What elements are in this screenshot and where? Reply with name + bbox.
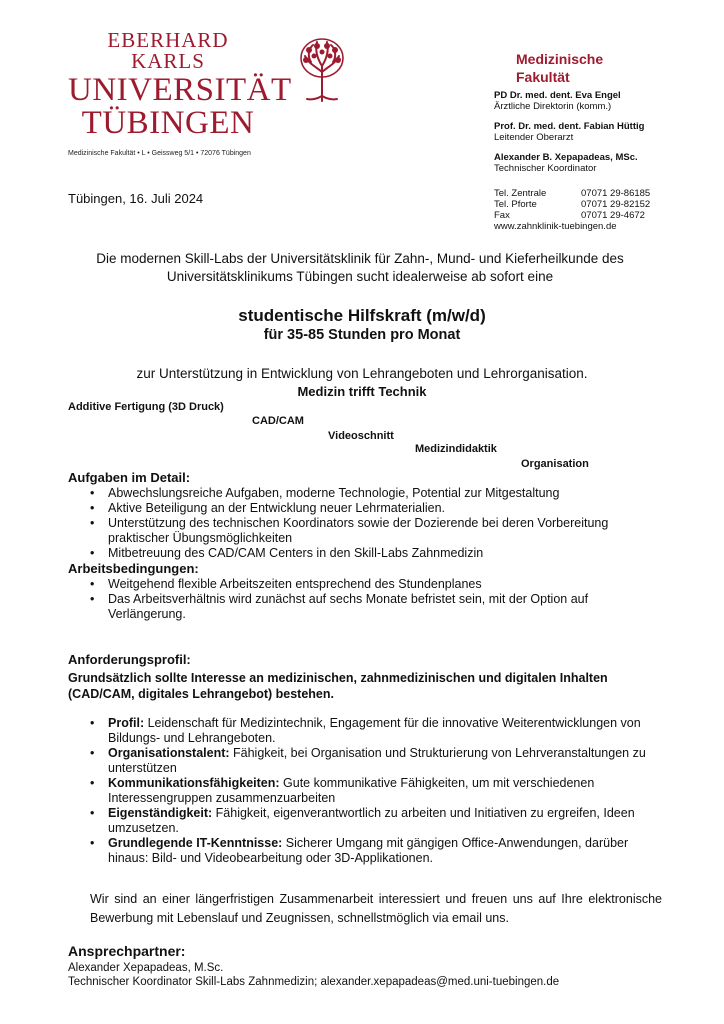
keyword: Videoschnitt: [328, 430, 394, 442]
phone-label: Tel. Pforte: [494, 199, 537, 210]
phone-label: Fax: [494, 210, 510, 221]
keyword: Medizindidaktik: [415, 443, 497, 455]
list-item: [86, 806, 666, 836]
tree-logo-icon: [297, 36, 347, 102]
list-item: • Das Arbeitsverhältnis wird zunächst auf sechs Monate befristet sein, mit der Option auf Verlängerung.: [86, 592, 646, 622]
requirement-text: Sicherer Umgang mit gängigen Office-Anwendungen, darüber hinaus: Bild- und Videobearbeitung oder 3D-Applikationen.: [108, 836, 629, 865]
phone-label: Tel. Zentrale: [494, 188, 547, 199]
list-item: • Aktive Beteiligung an der Entwicklung neuer Lehrmaterialien.: [86, 501, 666, 516]
tasks-heading: Aufgaben im Detail:: [68, 470, 191, 485]
tasks-list: [86, 486, 666, 561]
keyword: Additive Fertigung (3D Druck): [68, 401, 224, 413]
faculty-line-2: Fakultät: [516, 69, 570, 85]
logo-line-1: EBERHARD KARLS: [107, 28, 229, 73]
intro-paragraph: Die modernen Skill-Labs der Universitätsklinik für Zahn-, Mund- und Kieferheilkunde des Universitätsklinikums Tübingen sucht idealerweise ab sofort eine: [96, 251, 624, 284]
job-title: studentische Hilfskraft (m/w/d): [238, 306, 486, 325]
list-item: • Abwechslungsreiche Aufgaben, moderne Technologie, Potential zur Mitgestaltung: [86, 486, 666, 501]
letter-date: Tübingen, 16. Juli 2024: [68, 191, 204, 206]
requirements-list: [86, 716, 666, 866]
keyword: Organisation: [521, 458, 589, 470]
sender-address: Medizinische Fakultät • L • Geissweg 5/1 • 72076 Tübingen: [68, 150, 251, 157]
university-logo-text: [68, 28, 292, 141]
list-item: • Weitgehend flexible Arbeitszeiten entsprechend des Stundenplanes: [86, 577, 646, 592]
logo-line-2: UNIVERSITÄT: [68, 72, 292, 108]
phone-row: [494, 188, 650, 199]
requirement-text: Fähigkeit, eigenverantwortlich zu arbeiten und Initiativen zu ergreifen, Ideen umzusetzen.: [108, 806, 635, 835]
support-line: zur Unterstützung in Entwicklung von Lehrangeboten und Lehrorganisation.: [136, 366, 588, 381]
conditions-list: [86, 577, 646, 622]
requirement-text: Gute kommunikative Fähigkeiten, um mit verschiedenen Interessengruppen zusammenzuarbeiten: [108, 776, 595, 805]
phone-value: 07071 29-82152: [581, 199, 651, 210]
motto: Medizin trifft Technik: [297, 384, 427, 399]
conditions-heading: Arbeitsbedingungen:: [68, 561, 199, 576]
requirement-term: Kommunikationsfähigkeiten:: [108, 776, 280, 790]
contact-role: Technischer Koordinator: [494, 163, 597, 174]
phone-row: [494, 210, 650, 221]
contact-block: [494, 121, 644, 143]
list-item: [86, 746, 666, 776]
logo-line-3: TÜBINGEN: [81, 105, 255, 141]
job-hours: für 35-85 Stunden pro Monat: [263, 327, 461, 343]
requirement-text: Fähigkeit, bei Organisation und Strukturierung von Lehrveranstaltungen zu unterstützen: [108, 746, 646, 775]
list-item: • Mitbetreuung des CAD/CAM Centers in den Skill-Labs Zahnmedizin: [86, 546, 666, 561]
closing-paragraph: Wir sind an einer längerfristigen Zusammenarbeit interessiert und freuen uns auf Ihre elektronische Bewerbung mit Lebenslauf und Zeugnissen, schnellstmöglich via email uns.: [90, 892, 662, 925]
list-item: [86, 776, 666, 806]
contact-name: Alexander B. Xepapadeas, MSc.: [494, 152, 638, 163]
website-link[interactable]: www.zahnklinik-tuebingen.de: [494, 221, 617, 232]
requirement-text: Leidenschaft für Medizintechnik, Engagement für die innovative Weiterentwicklungen von Bildungs- und Lehrangeboten.: [108, 716, 641, 745]
requirements-intro: Grundsätzlich sollte Interesse an medizinischen, zahnmedizinischen und digitalen Inhalten (CAD/CAM, digitales Lehrangebot) bestehen.: [68, 671, 608, 701]
phone-list: [494, 188, 650, 232]
header-contacts: [494, 90, 644, 174]
list-item: • Unterstützung des technischen Koordinators sowie der Dozierende bei deren Vorbereitung praktischer Übungsmöglichkeiten: [86, 516, 666, 546]
contact-block: [494, 90, 644, 112]
contact-person-line[interactable]: Technischer Koordinator Skill-Labs Zahnmedizin; alexander.xepapadeas@med.uni-tuebingen.de: [68, 976, 560, 988]
faculty-line-1: Medizinische: [516, 51, 604, 67]
contact-block: [494, 152, 644, 174]
keyword: CAD/CAM: [252, 415, 304, 427]
requirement-term: Grundlegende IT-Kenntnisse:: [108, 836, 283, 850]
requirements-heading: Anforderungsprofil:: [68, 652, 191, 667]
contact-role: Leitender Oberarzt: [494, 132, 574, 143]
requirement-term: Eigenständigkeit:: [108, 806, 213, 820]
phone-value: 07071 29-86185: [581, 188, 651, 199]
phone-value: 07071 29-4672: [581, 210, 645, 221]
requirement-term: Organisationstalent:: [108, 746, 230, 760]
contact-heading: Ansprechpartner:: [68, 943, 186, 959]
faculty-title: [516, 50, 603, 86]
list-item: [86, 716, 666, 746]
phone-row: [494, 199, 650, 210]
contact-person-name: Alexander Xepapadeas, M.Sc.: [68, 962, 224, 974]
contact-name: PD Dr. med. dent. Eva Engel: [494, 90, 621, 101]
contact-details: [68, 961, 559, 989]
requirement-term: Profil:: [108, 716, 145, 730]
contact-role: Ärztliche Direktorin (komm.): [494, 101, 612, 112]
contact-name: Prof. Dr. med. dent. Fabian Hüttig: [494, 121, 645, 132]
list-item: [86, 836, 666, 866]
